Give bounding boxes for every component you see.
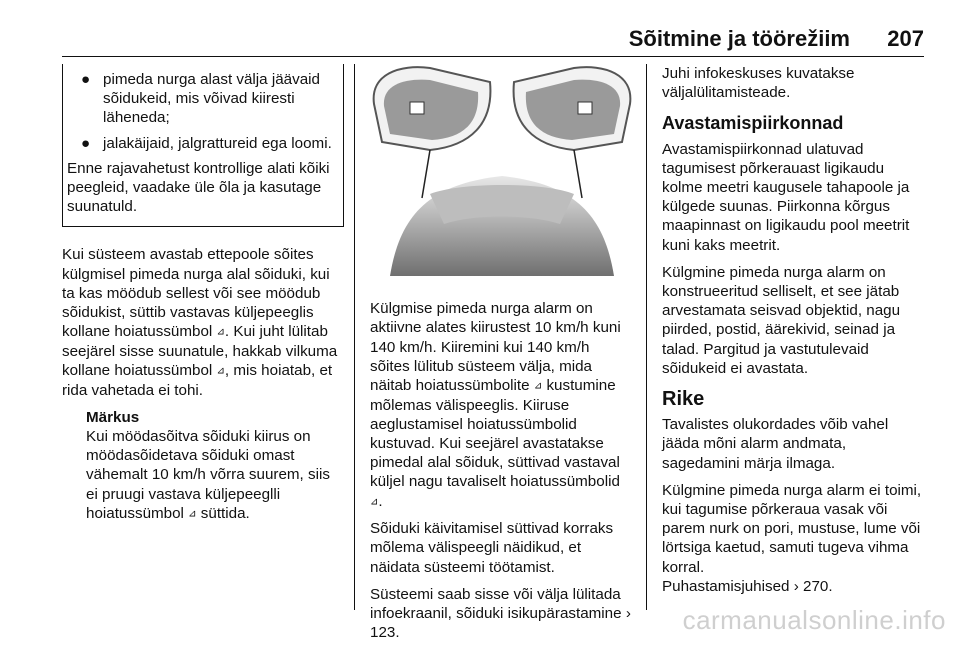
blind-spot-warning-icon: ⊿: [370, 495, 379, 507]
bullet-dot: ●: [81, 71, 91, 88]
blind-spot-warning-icon: ⊿: [188, 508, 197, 520]
header-title: Sõitmine ja töörežiim: [628, 26, 850, 51]
paragraph: Tavalistes olukordades võib vahel jääda mõni alarm andmata, sagedamini märja ilmaga.: [662, 416, 889, 472]
blind-spot-warning-icon: ⊿: [216, 365, 225, 377]
bullet-item: [81, 70, 335, 128]
page-header: [0, 22, 960, 52]
page-number: 207: [887, 26, 924, 51]
paragraph: Külgmine pimeda nurga alarm on konstrueeritud selliselt, et see jätab arvestamata seisvad objektid, nagu piirded, postid, äärekivid, seinad ja talad. Pargitud ja vastutulevaid sõidukeid ei avastata.: [662, 263, 901, 377]
blind-spot-warning-icon: ⊿: [533, 380, 543, 392]
column-divider-1: [354, 64, 355, 610]
bullet-text: jalakäijaid, jalgrattureid ega loomi.: [103, 134, 332, 152]
column-1: [62, 64, 344, 523]
bullet-item: [81, 134, 335, 153]
paragraph: Avastamispiirkonnad ulatuvad tagumisest põrkerauast ligikaudu kolme meetri kaugusele tahapoole ja külgede suunas. Piirkonna kõrgus maapinnast on ligikaudu pool meetrit kuni kaks meetrit.: [662, 140, 910, 254]
column-2: [370, 64, 632, 650]
bullet-text: pimeda nurga alast välja jäävaid sõidukeid, mis võivad kiiresti läheneda;: [103, 71, 320, 127]
note-heading: Märkus: [86, 408, 140, 426]
note: Märkus Kui möödasõitva sõiduki kiirus on möödasõidetava sõiduki omast vähemalt 10 km/h võrra suurem, siis ei pruugi vastava küljepeeglli hoiatussümbol ⊿ süttida.: [62, 408, 344, 524]
section-heading: Avastamispiirkonnad: [662, 113, 844, 134]
header-rule: [62, 56, 924, 57]
column-divider-2: [646, 64, 647, 610]
column-3: [662, 64, 927, 604]
page-ref[interactable]: 123.: [370, 624, 400, 642]
blind-spot-warning-icon: ⊿: [216, 326, 225, 338]
paragraph: Külgmise pimeda nurga alarm on aktiivne alates kiirustest 10 km/h kuni 140 km/h. Kiiremini kui 140 km/h sõites lülitub süsteem välja, mida näitab hoiatussümbolite ⊿ kustumine mõlemas välispeeglis. Kiiruse aeglustamisel hoiatussümbolid kustuvad. Kui seejärel avastatakse pimedal alal sõiduk, süttivad vastaval küljel nagu tavaliselt hoiatussümbolid ⊿.: [370, 300, 621, 510]
paragraph: Külgmine pimeda nurga alarm ei toimi, kui tagumise põrkeraua vasak või parem nurk on pori, mustuse, lume või lörtsiga kaetud, samuti tugeva vihma korral. Puhastamisjuhised › 270.: [662, 481, 922, 595]
caution-text: Enne rajavahetust kontrollige alati kõiki peegleid, vaadake üle õla ja kasutage suunatuld.: [67, 159, 330, 216]
paragraph: Sõiduki käivitamisel süttivad korraks mõlema välispeegli näidikud, et näidata süsteemi töötamist.: [370, 520, 614, 576]
page-ref[interactable]: 270.: [803, 577, 833, 595]
bullet-dot: ●: [81, 134, 91, 152]
paragraph: Juhi infokeskuses kuvatakse väljalülitamisteade.: [662, 65, 855, 102]
paragraph: Süsteemi saab sisse või välja lülitada infoekraanil, sõiduki isikupärastamine › 123.: [370, 585, 631, 642]
mirror-illustration: [370, 64, 634, 276]
page-ref-icon: ›: [793, 577, 799, 595]
paragraph: Kui süsteem avastab ettepoole sõites külgmisel pimeda nurga alal sõiduki, kui ta kas möödub sellest või see möödub sõidukist, süttib vastavas küljepeeglis kollane hoiatussümbol ⊿. Kui juht lülitab seejärel sisse suunatule, hakkab vilkuma kollane hoiatussümbol ⊿, mis hoiatab, et rida vahetada ei tohi.: [62, 246, 338, 399]
watermark: carmanualsonline.info: [682, 605, 946, 635]
caution-box: [62, 64, 344, 227]
page-ref-icon: ›: [625, 605, 631, 622]
section-heading: Rike: [662, 388, 705, 411]
